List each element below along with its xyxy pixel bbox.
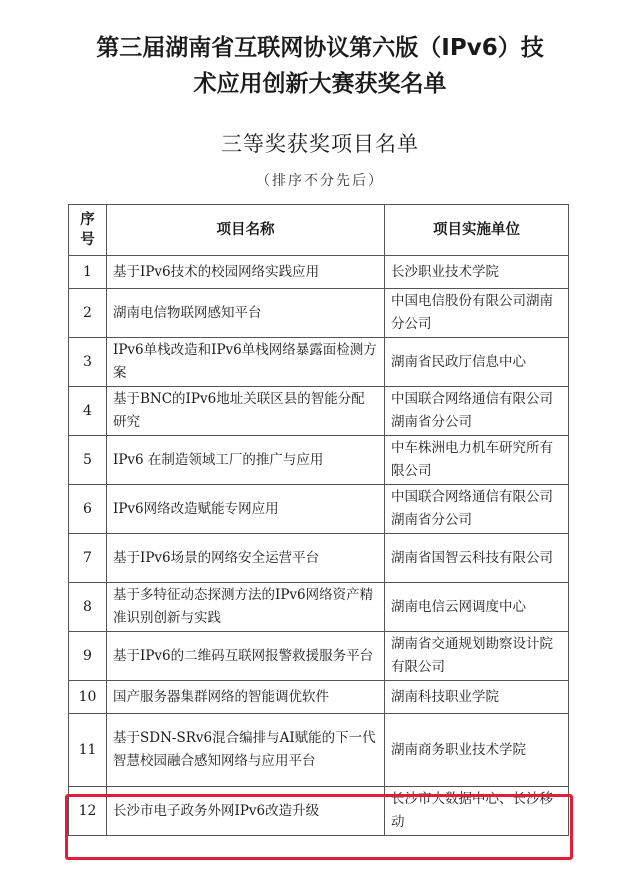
project-name: IPv6单栈改造和IPv6单栈网络暴露面检测方案 bbox=[107, 338, 385, 387]
unit-name: 中国联合网络通信有限公司湖南省分公司 bbox=[385, 485, 569, 534]
table-row bbox=[69, 256, 569, 289]
col-header-project: 项目名称 bbox=[107, 205, 385, 256]
project-name: 湖南电信物联网感知平台 bbox=[107, 289, 385, 338]
row-number: 7 bbox=[69, 534, 107, 583]
table-row bbox=[69, 583, 569, 632]
unit-name: 湖南科技职业学院 bbox=[385, 681, 569, 714]
project-name: 基于多特征动态探测方法的IPv6网络资产精准识别创新与实践 bbox=[107, 583, 385, 632]
project-name: 基于BNC的IPv6地址关联区县的智能分配研究 bbox=[107, 387, 385, 436]
row-number: 3 bbox=[69, 338, 107, 387]
row-number: 4 bbox=[69, 387, 107, 436]
table-row bbox=[69, 787, 569, 836]
document-title bbox=[0, 30, 640, 102]
project-name: 基于IPv6的二维码互联网报警救援服务平台 bbox=[107, 632, 385, 681]
row-number: 10 bbox=[69, 681, 107, 714]
table-row bbox=[69, 436, 569, 485]
project-name: 国产服务器集群网络的智能调优软件 bbox=[107, 681, 385, 714]
table-row bbox=[69, 714, 569, 787]
row-number: 1 bbox=[69, 256, 107, 289]
project-name: 基于IPv6场景的网络安全运营平台 bbox=[107, 534, 385, 583]
title-line-2: 术应用创新大赛获奖名单 bbox=[193, 71, 447, 97]
table-row bbox=[69, 681, 569, 714]
row-number: 8 bbox=[69, 583, 107, 632]
table-row bbox=[69, 534, 569, 583]
project-name: 基于SDN-SRv6混合编排与AI赋能的下一代智慧校园融合感知网络与应用平台 bbox=[107, 714, 385, 787]
unit-name: 长沙职业技术学院 bbox=[385, 256, 569, 289]
col-header-unit: 项目实施单位 bbox=[385, 205, 569, 256]
project-name: 基于IPv6技术的校园网络实践应用 bbox=[107, 256, 385, 289]
unit-name: 中国联合网络通信有限公司湖南省分公司 bbox=[385, 387, 569, 436]
table-row bbox=[69, 485, 569, 534]
project-name: IPv6 在制造领域工厂的推广与应用 bbox=[107, 436, 385, 485]
unit-name: 中国电信股份有限公司湖南分公司 bbox=[385, 289, 569, 338]
row-number: 11 bbox=[69, 714, 107, 787]
unit-name: 中车株洲电力机车研究所有限公司 bbox=[385, 436, 569, 485]
row-number: 12 bbox=[69, 787, 107, 836]
table-row bbox=[69, 387, 569, 436]
table-header-row bbox=[69, 205, 569, 256]
section-subtitle: 三等奖获奖项目名单 bbox=[221, 132, 419, 156]
unit-name: 湖南省交通规划勘察设计院有限公司 bbox=[385, 632, 569, 681]
row-number: 5 bbox=[69, 436, 107, 485]
unit-name: 湖南电信云网调度中心 bbox=[385, 583, 569, 632]
project-name: IPv6网络改造赋能专网应用 bbox=[107, 485, 385, 534]
table-row bbox=[69, 632, 569, 681]
unit-name: 湖南省国智云科技有限公司 bbox=[385, 534, 569, 583]
unit-name: 湖南商务职业技术学院 bbox=[385, 714, 569, 787]
table-row bbox=[69, 338, 569, 387]
award-table bbox=[68, 204, 569, 836]
table-row bbox=[69, 289, 569, 338]
col-header-seq: 序号 bbox=[69, 205, 107, 256]
row-number: 9 bbox=[69, 632, 107, 681]
row-number: 6 bbox=[69, 485, 107, 534]
unit-name: 长沙市大数据中心、长沙移动 bbox=[385, 787, 569, 836]
row-number: 2 bbox=[69, 289, 107, 338]
sort-note: （排序不分先后） bbox=[256, 173, 384, 189]
unit-name: 湖南省民政厅信息中心 bbox=[385, 338, 569, 387]
title-line-1: 第三届湖南省互联网协议第六版（IPv6）技 bbox=[96, 35, 544, 61]
project-name: 长沙市电子政务外网IPv6改造升级 bbox=[107, 787, 385, 836]
